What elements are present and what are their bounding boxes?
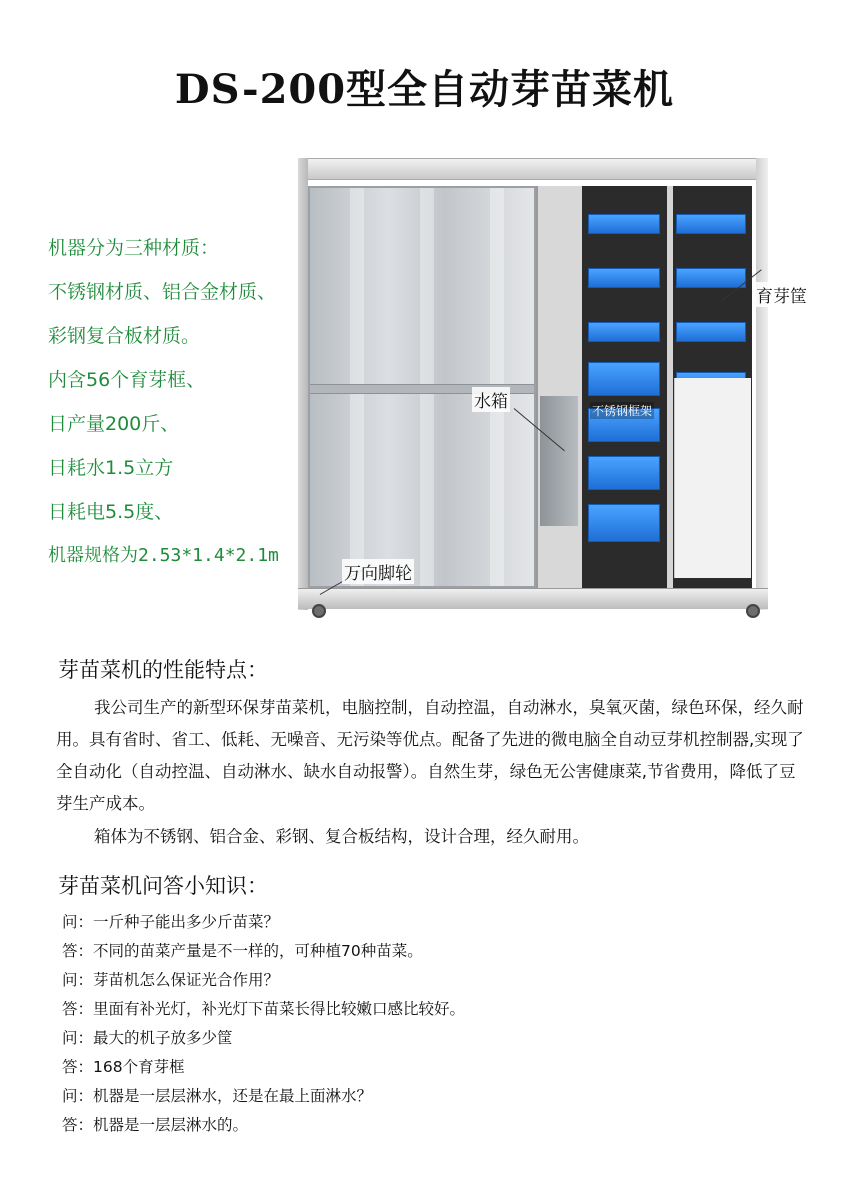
machine-frame-top [298,158,768,180]
features-text-2: 箱体为不锈钢、铝合金、彩钢、复合板结构，设计合理，经久耐用。 [94,827,589,846]
features-paragraph [56,692,806,820]
callout-caster: 万向脚轮 [342,559,414,584]
qa-list [62,908,782,1140]
qa-question: 问：最大的机子放多少筐 [62,1029,233,1047]
spec-line: 日耗水1.5立方 [48,457,174,479]
sprout-tray [676,268,746,288]
sprout-tray [676,214,746,234]
spec-line: 内含56个育芽框、 [48,369,206,391]
callout-steel-frame: 不锈钢框架 [592,404,653,418]
white-side-panel [674,378,751,578]
features-paragraph [56,821,806,853]
features-text-1: 我公司生产的新型环保芽苗菜机，电脑控制，自动控温，自动淋水，臭氧灭菌，绿色环保，经久耐用。具有省时、省工、低耗、无噪音、无污染等优点。配备了先进的微电脑全自动豆芽机控制器,实现了全自动化（自动控温、自动淋水、缺水自动报警）。自然生芽，绿色无公害健康菜,节省费用，降低了豆芽生产成本。 [56,698,804,813]
callout-water-tank: 水箱 [472,387,510,412]
rack-divider [667,186,673,588]
tank-compartment [536,186,582,588]
sprout-tray [588,362,660,396]
spec-line: 日耗电5.5度、 [48,501,174,523]
sprout-machine-illustration [298,158,807,620]
qa-answer: 答：里面有补光灯，补光灯下苗菜长得比较嫩口感比较好。 [62,1000,466,1018]
sprout-tray [588,214,660,234]
qa-question: 问：一斤种子能出多少斤苗菜？ [62,913,280,931]
sprout-tray [588,268,660,288]
callout-sprout-basket: 育芽筐 [754,282,809,307]
sprout-tray [588,504,660,542]
qa-answer: 答：168个育芽框 [62,1058,185,1076]
qa-question: 问：芽苗机怎么保证光合作用？ [62,971,280,989]
machine-frame-right [756,158,768,610]
caster-wheel [312,604,326,618]
spec-line: 不锈钢材质、铝合金材质、 [48,281,277,303]
spec-line: 日产量200斤、 [48,413,180,435]
spec-list [48,226,308,578]
qa-heading: 芽苗菜机问答小知识： [58,874,268,898]
qa-answer: 答：机器是一层层淋水的。 [62,1116,249,1134]
caster-wheel [746,604,760,618]
page-title: DS-200型全自动芽苗菜机 [174,66,675,113]
machine-frame-bottom [298,588,768,609]
qa-question: 问：机器是一层层淋水，还是在最上面淋水？ [62,1087,373,1105]
qa-answer: 答：不同的苗菜产量是不一样的，可种植70种苗菜。 [62,942,423,960]
sprout-tray [588,322,660,342]
features-heading: 芽苗菜机的性能特点： [58,658,268,682]
sprout-tray [588,456,660,490]
spec-line: 机器分为三种材质： [48,237,220,259]
sprout-tray [676,322,746,342]
water-tank [540,396,578,526]
spec-line: 彩钢复合板材质。 [48,325,201,347]
spec-line: 机器规格为2.53*1.4*2.1m [48,545,279,566]
machine-frame-left [298,158,308,610]
